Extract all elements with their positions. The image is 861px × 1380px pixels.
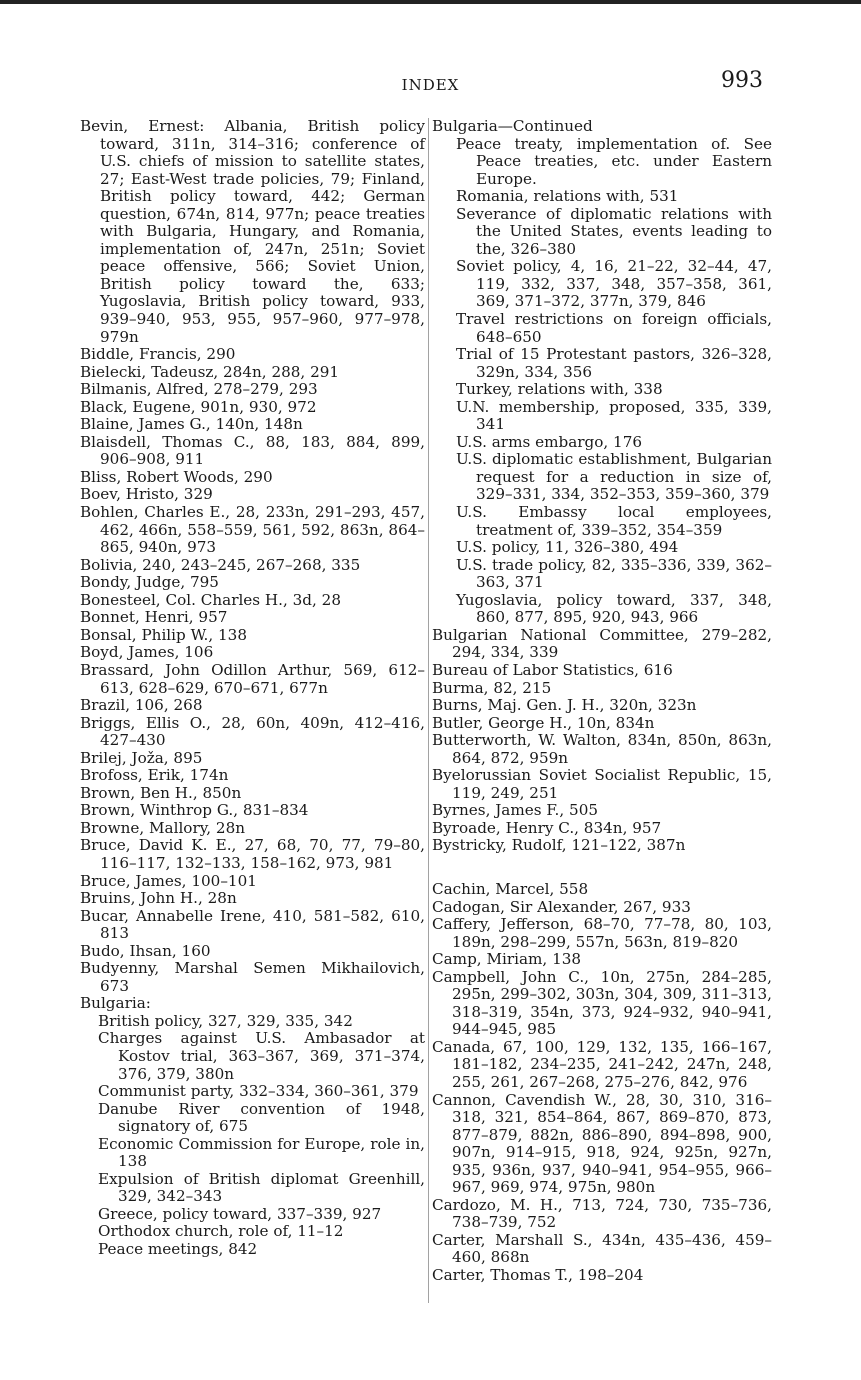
index-entry: Brown, Winthrop G., 831–834: [80, 801, 309, 820]
index-entry: Soviet policy, 4, 16, 21–22, 32–44, 47, 119, 332, 337, 348, 357–358, 361, 369, 371–372, 377n, 379, 846: [456, 257, 772, 311]
index-entry: Bulgaria:: [80, 994, 151, 1013]
index-entry: Turkey, relations with, 338: [456, 380, 663, 399]
index-entry: Canada, 67, 100, 129, 132, 135, 166–167, 181–182, 234–235, 241–242, 247n, 248, 255, 261, 267–268, 275–276, 842, 976: [432, 1037, 772, 1091]
index-entry: Bruce, James, 100–101: [80, 871, 257, 890]
index-entry: Byroade, Henry C., 834n, 957: [432, 818, 662, 837]
index-entry: Bliss, Robert Woods, 290: [80, 467, 273, 486]
index-entry: Romania, relations with, 531: [456, 187, 679, 206]
index-entry: Bielecki, Tadeusz, 284n, 288, 291: [80, 362, 340, 381]
index-entry: British policy, 327, 329, 335, 342: [98, 1011, 353, 1030]
index-entry: Blaine, James G., 140n, 148n: [80, 415, 303, 434]
index-entry: Campbell, John C., 10n, 275n, 284–285, 295n, 299–302, 303n, 304, 309, 311–313, 318–319, 354n, 373, 924–932, 940–941, 944–945, 985: [432, 967, 772, 1039]
index-entry: Charges against U.S. Ambasador at Kostov trial, 363–367, 369, 371–374, 376, 379, 380n: [98, 1029, 425, 1083]
index-column-right: [432, 118, 772, 1285]
index-entry: U.S. Embassy local employees, treatment of, 339–352, 354–359: [456, 503, 772, 539]
index-entry: Bonnet, Henri, 957: [80, 608, 228, 627]
index-entry: Bureau of Labor Statistics, 616: [432, 660, 673, 679]
index-entry: U.S. arms embargo, 176: [456, 432, 643, 451]
index-entry: U.N. membership, proposed, 335, 339, 341: [456, 397, 772, 434]
index-entry: Bruins, John H., 28n: [80, 889, 237, 908]
index-column-left: [80, 118, 425, 1259]
index-entry: Burma, 82, 215: [432, 678, 552, 697]
index-entry: Black, Eugene, 901n, 930, 972: [80, 397, 317, 416]
index-entry: Bulgaria—Continued: [432, 117, 593, 135]
index-entry: Boev, Hristo, 329: [80, 485, 213, 504]
index-entry: Brilej, Joža, 895: [80, 748, 203, 767]
index-entry: Bystricky, Rudolf, 121–122, 387n: [432, 836, 686, 855]
index-entry: Budyenny, Marshal Semen Mikhailovich, 673: [80, 959, 425, 995]
index-entry: Byelorussian Soviet Socialist Republic, 15, 119, 249, 251: [432, 766, 772, 802]
index-entry: Biddle, Francis, 290: [80, 345, 236, 364]
index-entry: Browne, Mallory, 28n: [80, 818, 246, 837]
index-entry: Caffery, Jefferson, 68–70, 77–78, 80, 103, 189n, 298–299, 557n, 563n, 819–820: [432, 915, 772, 951]
index-entry: Orthodox church, role of, 11–12: [98, 1222, 344, 1241]
index-entry: Bevin, Ernest: Albania, British policy toward, 311n, 314–316; conference of U.S. chiefs of mission to satellite states, 27; East-West trade policies, 79; Finland, British policy toward, 442; German question, 674n, 814, 977n; peace treaties with Bulgaria, Hungary, and Romania, implementation of, 247n, 251n; Soviet peace offensive, 566; Soviet Union, British policy toward the, 633; Yugoslavia, British policy toward, 933, 939–940, 953, 955, 957–960, 977–978, 979n: [80, 117, 425, 346]
index-entry: Boyd, James, 106: [80, 643, 214, 662]
index-entry: Bruce, David K. E., 27, 68, 70, 77, 79–80, 116–117, 132–133, 158–162, 973, 981: [80, 836, 425, 872]
index-entry: Travel restrictions on foreign officials, 648–650: [456, 310, 772, 346]
index-entry: Cardozo, M. H., 713, 724, 730, 735–736, 738–739, 752: [432, 1195, 772, 1232]
index-entry: Carter, Marshall S., 434n, 435–436, 459–460, 868n: [432, 1230, 772, 1267]
index-entry: Peace treaty, implementation of. See Peace treaties, etc. under Eastern Europe.: [456, 134, 772, 188]
index-entry: Greece, policy toward, 337–339, 927: [98, 1204, 382, 1223]
index-entry: Expulsion of British diplomat Greenhill, 329, 342–343: [98, 1169, 425, 1206]
index-entry: Carter, Thomas T., 198–204: [432, 1266, 644, 1284]
index-entry: Budo, Ihsan, 160: [80, 941, 211, 960]
index-entry: Burns, Maj. Gen. J. H., 320n, 323n: [432, 696, 697, 715]
index-entry: Butterworth, W. Walton, 834n, 850n, 863n, 864, 872, 959n: [432, 731, 772, 767]
index-entry: Camp, Miriam, 138: [432, 950, 582, 969]
index-entry: Bilmanis, Alfred, 278–279, 293: [80, 380, 318, 399]
index-entry: Bulgarian National Committee, 279–282, 294, 334, 339: [432, 625, 772, 662]
index-entry: Brofoss, Erik, 174n: [80, 766, 229, 785]
index-entry: Bonsal, Philip W., 138: [80, 625, 247, 644]
index-entry: Brazil, 106, 268: [80, 696, 203, 715]
page-number: 993: [721, 68, 763, 93]
index-entry: Trial of 15 Protestant pastors, 326–328, 329n, 334, 356: [456, 345, 772, 381]
index-entry: Economic Commission for Europe, role in, 138: [98, 1134, 425, 1171]
index-entry: Brassard, John Odillon Arthur, 569, 612–613, 628–629, 670–671, 677n: [80, 660, 425, 697]
index-entry: Briggs, Ellis O., 28, 60n, 409n, 412–416, 427–430: [80, 713, 425, 750]
letter-section-gap: [432, 855, 772, 881]
index-entry: Danube River convention of 1948, signatory of, 675: [98, 1099, 425, 1136]
index-entry: Bolivia, 240, 243–245, 267–268, 335: [80, 555, 361, 574]
index-entry: Bondy, Judge, 795: [80, 573, 219, 592]
index-entry: Butler, George H., 10n, 834n: [432, 713, 655, 732]
running-head: INDEX: [401, 76, 460, 94]
index-entry: Communist party, 332–334, 360–361, 379: [98, 1082, 419, 1101]
index-entry: Byrnes, James F., 505: [432, 801, 599, 820]
index-entry: U.S. trade policy, 82, 335–336, 339, 362–363, 371: [456, 555, 772, 592]
top-rule: [0, 0, 861, 4]
index-entry: Severance of diplomatic relations with the United States, events leading to the, 326–380: [456, 204, 772, 258]
index-entry: Peace meetings, 842: [98, 1240, 258, 1258]
index-entry: U.S. policy, 11, 326–380, 494: [456, 538, 679, 557]
index-entry: Bohlen, Charles E., 28, 233n, 291–293, 457, 462, 466n, 558–559, 561, 592, 863n, 864–865, 940n, 973: [80, 503, 425, 557]
index-entry: Bonesteel, Col. Charles H., 3d, 28: [80, 590, 342, 609]
index-entry: Yugoslavia, policy toward, 337, 348, 860, 877, 895, 920, 943, 966: [456, 590, 772, 627]
column-divider: [428, 118, 429, 1303]
page-header: [0, 68, 861, 98]
index-entry: Bucar, Annabelle Irene, 410, 581–582, 610, 813: [80, 906, 425, 943]
index-entry: Blaisdell, Thomas C., 88, 183, 884, 899, 906–908, 911: [80, 432, 425, 469]
index-entry: Cadogan, Sir Alexander, 267, 933: [432, 897, 691, 916]
index-entry: U.S. diplomatic establishment, Bulgarian request for a reduction in size of, 329–331, 334, 352–353, 359–360, 379: [456, 450, 772, 504]
index-entry: Brown, Ben H., 850n: [80, 783, 242, 802]
index-entry: Cannon, Cavendish W., 28, 30, 310, 316–318, 321, 854–864, 867, 869–870, 873, 877–879, 882n, 886–890, 894–898, 900, 907n, 914–915, 918, 924, 925n, 927n, 935, 936n, 937, 940–941, 954–955, 966–967, 969, 974, 975n, 980n: [432, 1090, 772, 1197]
index-entry: Cachin, Marcel, 558: [432, 879, 589, 898]
